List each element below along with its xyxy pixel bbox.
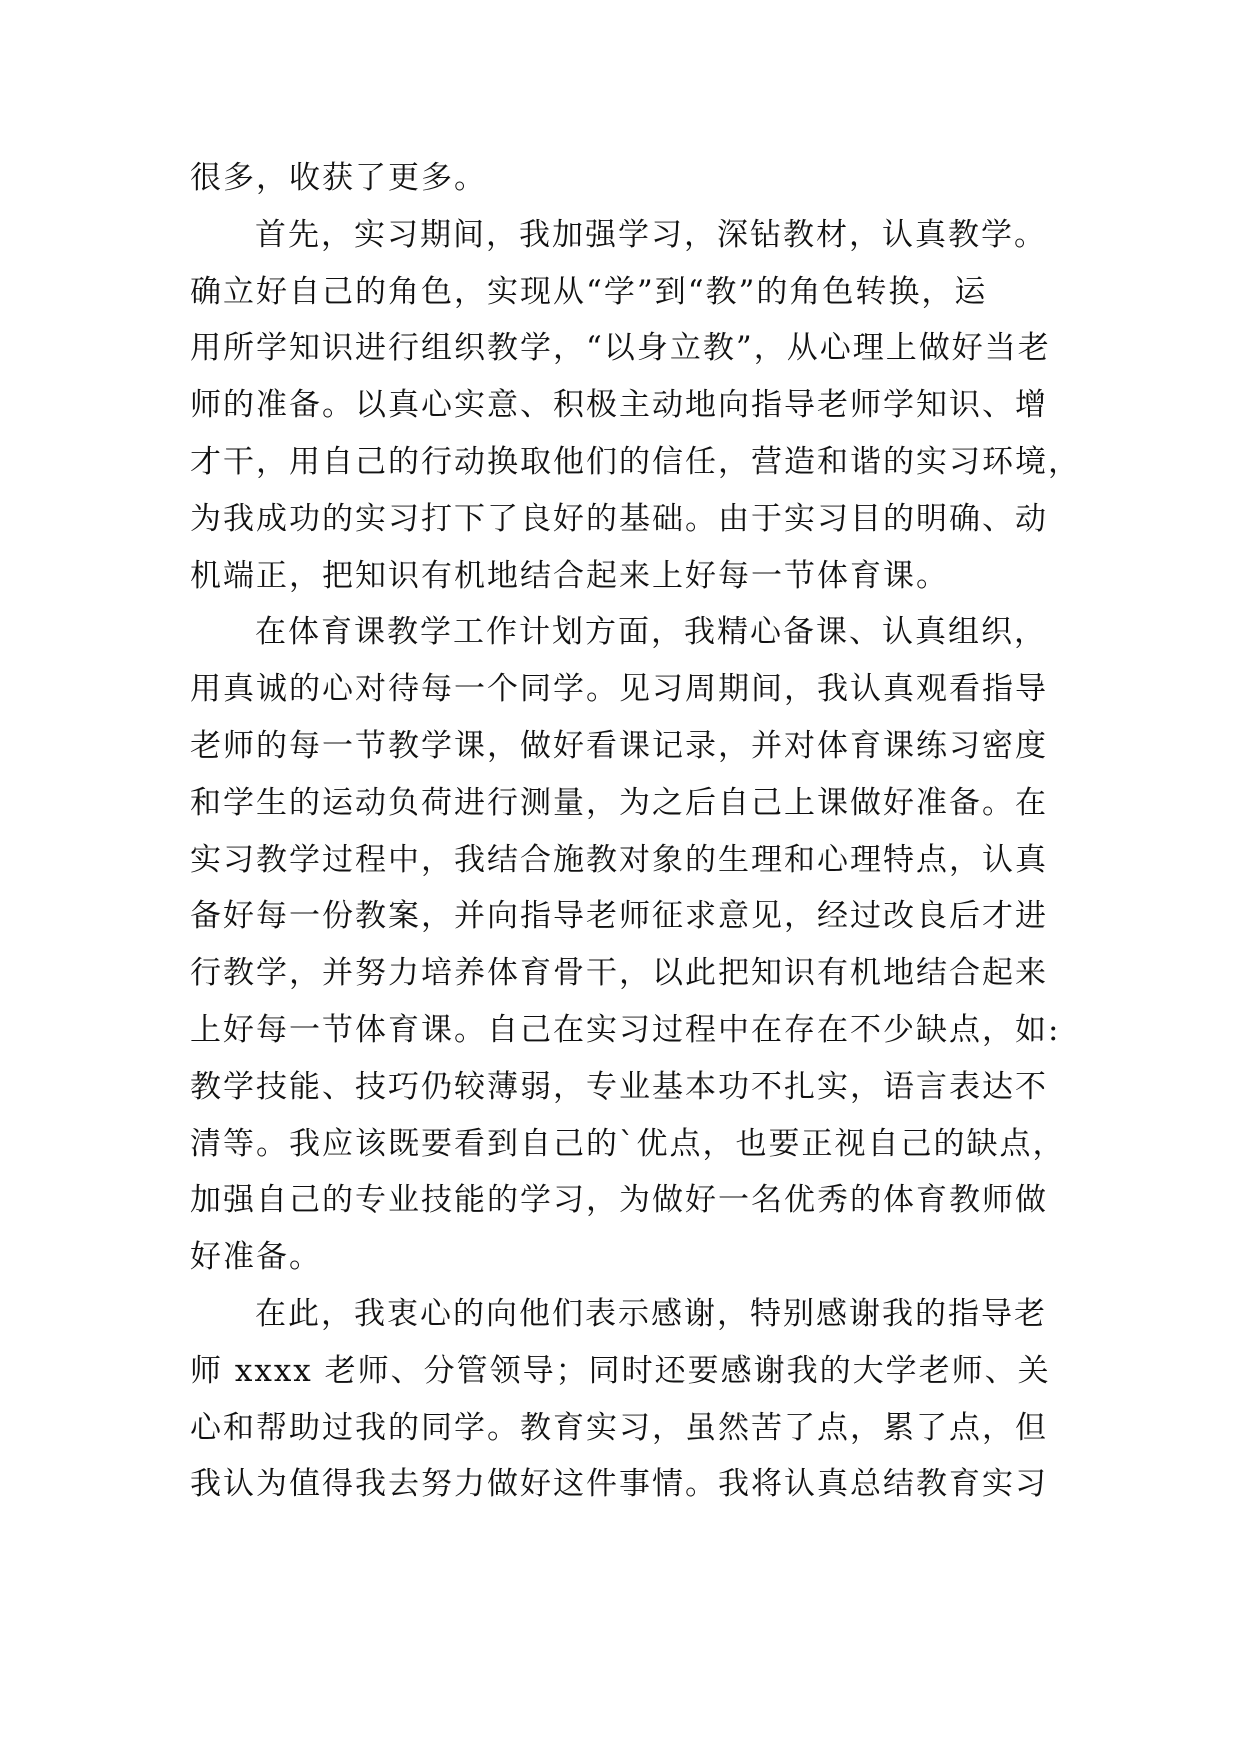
text-line: 师的准备。以真心实意、积极主动地向指导老师学知识、增	[190, 387, 1048, 424]
paragraph-start-line: 首先，实习期间，我加强学习，深钻教材，认真教学。	[255, 216, 1047, 253]
text-line: 机端正，把知识有机地结合起来上好每一节体育课。	[190, 557, 949, 594]
text-line: 我认为值得我去努力做好这件事情。我将认真总结教育实习	[190, 1466, 1048, 1503]
text-line: 很多，收获了更多。	[190, 160, 487, 196]
text-line: 心和帮助过我的同学。教育实习，虽然苦了点，累了点，但	[190, 1409, 1048, 1446]
text-line: 备好每一份教案，并向指导老师征求意见，经过改良后才进	[190, 898, 1048, 935]
text-line: 师 xxxx 老师、分管领导；同时还要感谢我的大学老师、关	[190, 1352, 1051, 1389]
text-line: 实习教学过程中，我结合施教对象的生理和心理特点，认真	[190, 841, 1048, 878]
text-line: 用真诚的心对待每一个同学。见习周期间，我认真观看指导	[190, 671, 1048, 708]
paragraph-start-line: 在此，我衷心的向他们表示感谢，特别感谢我的指导老	[255, 1295, 1047, 1332]
text-line: 为我成功的实习打下了良好的基础。由于实习目的明确、动	[190, 500, 1048, 537]
text-line: 教学技能、技巧仍较薄弱，专业基本功不扎实，语言表达不	[190, 1068, 1048, 1105]
paragraph-start-line: 在体育课教学工作计划方面，我精心备课、认真组织，	[255, 614, 1047, 651]
text-line: 行教学，并努力培养体育骨干，以此把知识有机地结合起来	[190, 955, 1048, 992]
text-line: 和学生的运动负荷进行测量，为之后自己上课做好准备。在	[190, 784, 1048, 821]
text-line: 确立好自己的角色，实现从“学”到“教”的角色转换，运	[190, 273, 988, 310]
text-line: 清等。我应该既要看到自己的`优点，也要正视自己的缺点，	[190, 1125, 1066, 1162]
text-line: 加强自己的专业技能的学习，为做好一名优秀的体育教师做	[190, 1182, 1048, 1219]
document-body	[190, 150, 1081, 1513]
text-line: 老师的每一节教学课，做好看课记录，并对体育课练习密度	[190, 727, 1048, 764]
text-line: 上好每一节体育课。自己在实习过程中在存在不少缺点，如:	[190, 1011, 1061, 1048]
text-line: 用所学知识进行组织教学，“以身立教”，从心理上做好当老	[190, 330, 1051, 367]
text-line: 才干，用自己的行动换取他们的信任，营造和谐的实习环境，	[190, 443, 1081, 480]
text-line: 好准备。	[190, 1239, 322, 1276]
